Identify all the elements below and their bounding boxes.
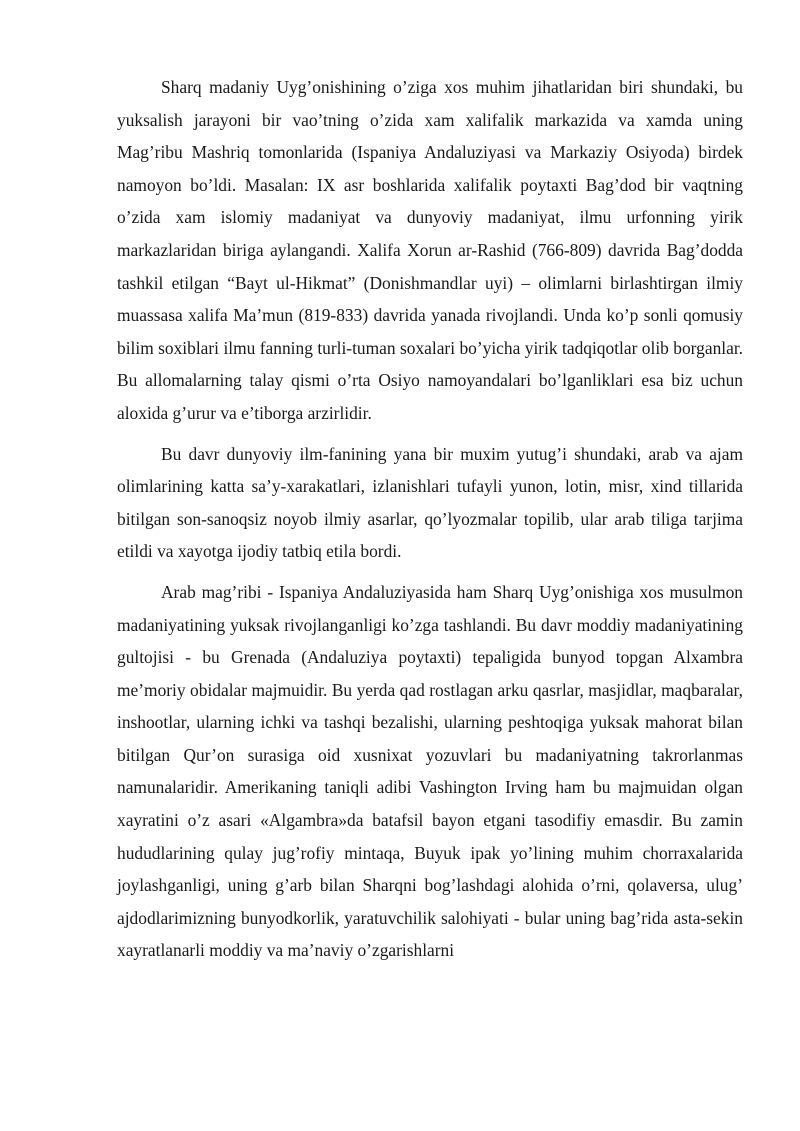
paragraph-2: Bu davr dunyoviy ilm-fanining yana bir muxim yutug’i shundaki, arab va ajam olimlarining katta sa’y-xarakatlari, izlanishlari tufayli yunon, lotin, misr, xind tillarida bitilgan son-sanoqsiz noyob ilmiy asarlar, qo’lyozmalar topilib, ular arab tiliga tarjima etildi va xayotga ijodiy tatbiq etila bordi. xyxy=(117,443,743,562)
paragraph-3: Arab mag’ribi - Ispaniya Andaluziyasida ham Sharq Uyg’onishiga xos musulmon madaniyatining yuksak rivojlanganligi ko’zga tashlandi. Bu davr moddiy madaniyatining gultojisi - bu Grenada (Andaluziya poytaxti) tepaligida bunyod topgan Alxambra me’moriy obidalar majmuidir. Bu yerda qad rostlagan arku qasrlar, masjidlar, maqbaralar, inshootlar, ularning ichki va tashqi bezalishi, ularning peshtoqiga yuksak mahorat bilan bitilgan Qur’on surasiga oid xusnixat yozuvlari bu madaniyatning takrorlanmas namunalaridir. Amerikaning taniqli adibi Vashington Irving ham bu majmuidan olgan xayratini o’z asari «Algambra»da batafsil bayon etgani tasodifiy emasdir. Bu zamin hududlarining qulay jug’rofiy mintaqa, Buyuk ipak yo’lining muhim chorraxalarida joylashganligi, uning g’arb bilan Sharqni bog’lashdagi alohida o’rni, qolaversa, ulug’ ajdodlarimizning bunyodkorlik, yaratuvchilik salohiyati - bular uning bag’rida asta-sekin xayratlanarli moddiy va ma’naviy o’zgarishlarni xyxy=(117,581,743,961)
document-body xyxy=(117,71,743,967)
paragraph-1: Sharq madaniy Uyg’onishining o’ziga xos muhim jihatlaridan biri shundaki, bu yuksalish jarayoni bir vao’tning o’zida xam xalifalik markazida va xamda uning Mag’ribu Mashriq tomonlarida (Ispaniya Andaluziyasi va Markaziy Osiyoda) birdek namoyon bo’ldi. Masalan: IX asr boshlarida xalifalik poytaxti Bag’dod bir vaqtning o’zida xam islomiy madaniyat va dunyoviy madaniyat, ilmu urfonning yirik markazlaridan biriga aylangandi. Xalifa Xorun ar-Rashid (766-809) davrida Bag’dodda tashkil etilgan “Bayt ul-Hikmat” (Donishmandlar uyi) – olimlarni birlashtirgan ilmiy muassasa xalifa Ma’mun (819-833) davrida yanada rivojlandi. Unda ko’p sonli qomusiy bilim soxiblari ilmu fanning turli-tuman soxalari bo’yicha yirik tadqiqotlar olib borganlar. Bu allomalarning talay qismi o’rta Osiyo namoyandalari bo’lganliklari esa biz uchun aloxida g’urur va e’tiborga arzirlidir. xyxy=(117,77,743,423)
